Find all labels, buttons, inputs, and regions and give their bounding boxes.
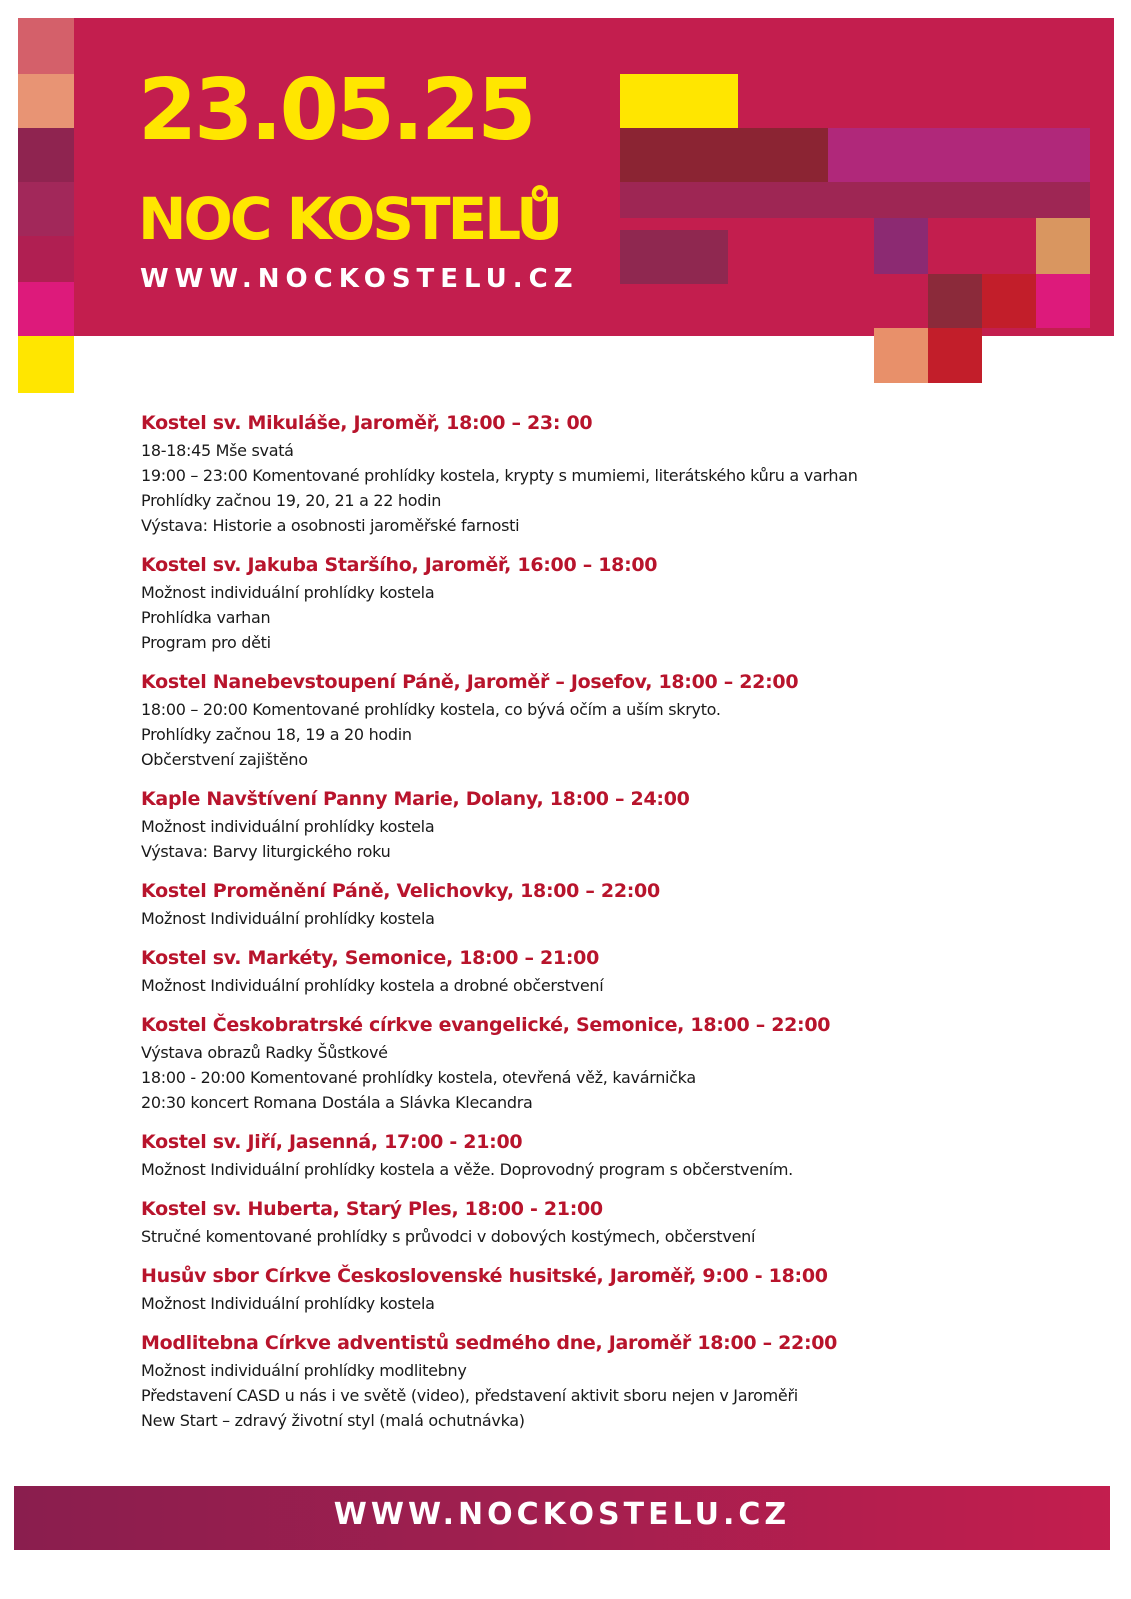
event-item-title: Kaple Navštívení Panny Marie, Dolany, 18:00 – 24:00: [141, 788, 690, 810]
decor-square: [18, 336, 74, 393]
event-item-title: Husův sbor Církve Československé husitské, Jaroměř, 9:00 - 18:00: [141, 1265, 828, 1287]
event-item-title: Kostel sv. Huberta, Starý Ples, 18:00 - 21:00: [141, 1198, 603, 1220]
event-item-detail: Prohlídky začnou 19, 20, 21 a 22 hodin: [141, 491, 442, 510]
decor-square: [620, 182, 1090, 218]
header-banner: [18, 18, 1114, 393]
decor-square: [874, 218, 928, 274]
event-item: [141, 784, 1081, 864]
event-title-logo: NOC KOSTELŮ: [138, 185, 561, 253]
event-item-detail: Možnost Individuální prohlídky kostela a drobné občerstvení: [141, 976, 604, 995]
event-item-detail: Možnost Individuální prohlídky kostela: [141, 909, 435, 928]
event-item: [141, 1328, 1081, 1433]
event-item-detail: Stručné komentované prohlídky s průvodci v dobových kostýmech, občerstvení: [141, 1227, 756, 1246]
decor-square: [620, 74, 738, 128]
event-item: [141, 1194, 1081, 1249]
event-item-detail: Možnost individuální prohlídky modlitebny: [141, 1361, 467, 1380]
decor-square: [828, 128, 1090, 182]
event-list: [141, 408, 1081, 1445]
decor-square: [18, 182, 74, 236]
event-item-title: Kostel sv. Jiří, Jasenná, 17:00 - 21:00: [141, 1131, 523, 1153]
decor-square: [928, 274, 982, 328]
decor-square: [18, 282, 74, 336]
event-item: [141, 550, 1081, 655]
decor-square: [18, 74, 74, 128]
event-item-detail: Prohlídky začnou 18, 19 a 20 hodin: [141, 725, 412, 744]
event-item-detail: Občerstvení zajištěno: [141, 750, 308, 769]
decor-square: [18, 128, 74, 182]
event-item: [141, 943, 1081, 998]
event-item-detail: Představení CASD u nás i ve světě (video), představení aktivit sboru nejen v Jaroměři: [141, 1386, 798, 1405]
event-item-title: Kostel Proměnění Páně, Velichovky, 18:00 – 22:00: [141, 880, 660, 902]
decor-square: [620, 128, 828, 182]
event-item-title: Modlitebna Církve adventistů sedmého dne, Jaroměř 18:00 – 22:00: [141, 1332, 838, 1354]
event-item-detail: Program pro děti: [141, 633, 271, 652]
header-website-link[interactable]: WWW.NOCKOSTELU.CZ: [140, 264, 579, 294]
event-item-detail: 18:00 – 20:00 Komentované prohlídky kostela, co bývá očím a uším skryto.: [141, 700, 721, 719]
event-item-title: Kostel Nanebevstoupení Páně, Jaroměř – Josefov, 18:00 – 22:00: [141, 671, 799, 693]
event-item-detail: Možnost Individuální prohlídky kostela: [141, 1294, 435, 1313]
event-item-detail: Možnost individuální prohlídky kostela: [141, 817, 435, 836]
decor-square: [982, 274, 1036, 328]
footer-banner: [14, 1486, 1110, 1550]
decor-square: [1036, 274, 1090, 328]
event-date: 23.05.25: [138, 61, 534, 160]
event-item: [141, 1261, 1081, 1316]
event-item-detail: 18-18:45 Mše svatá: [141, 441, 294, 460]
event-item: [141, 1127, 1081, 1182]
event-item-detail: Možnost Individuální prohlídky kostela a věže. Doprovodný program s občerstvením.: [141, 1160, 793, 1179]
decor-square: [620, 230, 728, 284]
footer-website-link[interactable]: WWW.NOCKOSTELU.CZ: [333, 1497, 791, 1532]
event-item-detail: Možnost individuální prohlídky kostela: [141, 583, 435, 602]
event-item: [141, 876, 1081, 931]
event-item: [141, 1010, 1081, 1115]
event-item-title: Kostel sv. Markéty, Semonice, 18:00 – 21:00: [141, 947, 599, 969]
event-item-detail: Výstava obrazů Radky Šůstkové: [141, 1043, 388, 1062]
event-item-detail: Prohlídka varhan: [141, 608, 271, 627]
event-item-detail: New Start – zdravý životní styl (malá ochutnávka): [141, 1411, 525, 1430]
event-item-detail: Výstava: Historie a osobnosti jaroměřské farnosti: [141, 516, 520, 535]
event-item-title: Kostel sv. Mikuláše, Jaroměř, 18:00 – 23: 00: [141, 412, 593, 434]
decor-square: [874, 328, 928, 383]
decor-square: [18, 18, 74, 74]
event-item: [141, 408, 1081, 538]
event-item-detail: 19:00 – 23:00 Komentované prohlídky kostela, krypty s mumiemi, literátského kůru a varhan: [141, 466, 858, 485]
event-item-title: Kostel sv. Jakuba Staršího, Jaroměř, 16:00 – 18:00: [141, 554, 658, 576]
decor-square: [18, 236, 74, 282]
event-item-detail: 18:00 - 20:00 Komentované prohlídky kostela, otevřená věž, kavárnička: [141, 1068, 696, 1087]
decor-square: [1036, 218, 1090, 274]
event-item-detail: 20:30 koncert Romana Dostála a Slávka Klecandra: [141, 1093, 533, 1112]
event-item: [141, 667, 1081, 772]
event-item-detail: Výstava: Barvy liturgického roku: [141, 842, 391, 861]
decor-square: [928, 328, 982, 383]
event-item-title: Kostel Českobratrské církve evangelické, Semonice, 18:00 – 22:00: [141, 1014, 831, 1036]
